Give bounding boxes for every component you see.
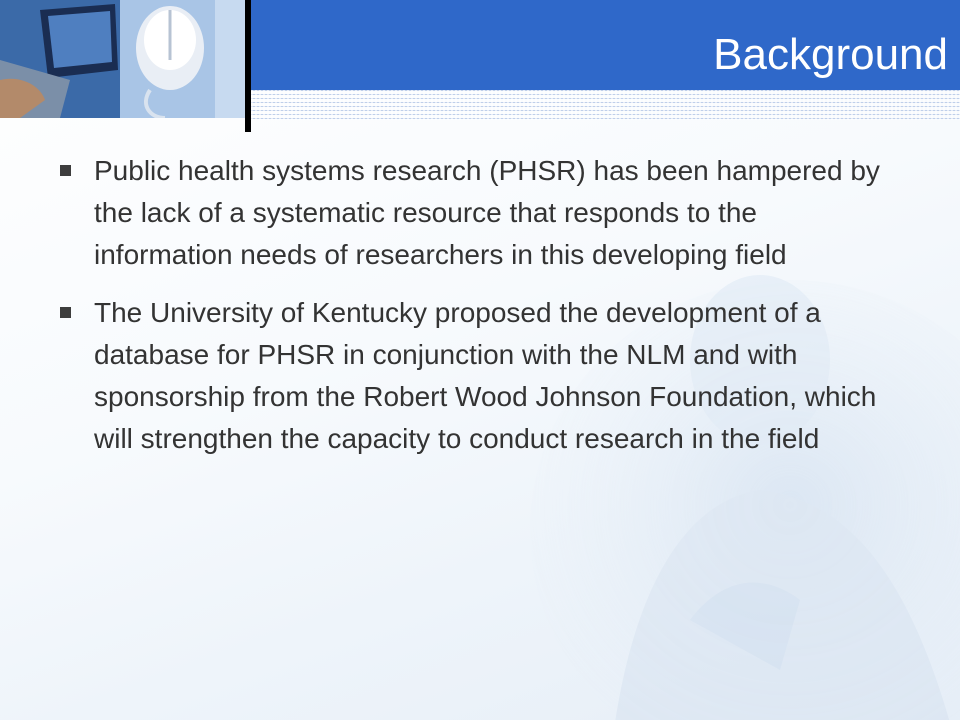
bullet-text: The University of Kentucky proposed the development of a database for PHSR in conjunction with the NLM and with sponsorship from the Robert Wood Johnson Foundation, which will strengthen the capacity to conduct research in the field xyxy=(94,297,877,454)
bullet-text: Public health systems research (PHSR) has been hampered by the lack of a systematic resource that responds to the information needs of researchers in this developing field xyxy=(94,155,880,270)
bullet-list xyxy=(58,150,898,460)
header-dotted-band xyxy=(251,90,960,120)
bullet-item xyxy=(58,150,898,276)
laptop-mouse-image-icon xyxy=(0,0,245,118)
square-bullet-icon xyxy=(60,165,71,176)
header-photo xyxy=(0,0,245,118)
slide-title: Background xyxy=(713,30,948,79)
bullet-item xyxy=(58,292,898,460)
square-bullet-icon xyxy=(60,307,71,318)
slide-content xyxy=(58,150,898,476)
